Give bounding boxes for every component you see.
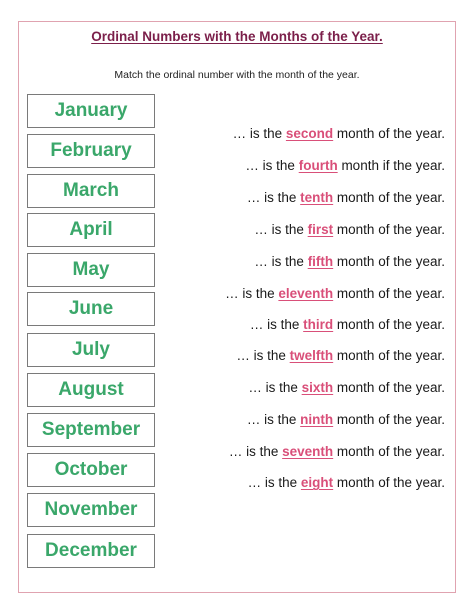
- sentence-suffix: month if the year.: [337, 158, 445, 173]
- ordinal-word: eight: [300, 475, 334, 490]
- sentence-drop-target[interactable]: [254, 254, 445, 270]
- sentence-prefix: … is the: [249, 317, 304, 332]
- ordinal-word: ninth: [300, 412, 334, 427]
- month-card-december[interactable]: December: [27, 534, 155, 568]
- ordinal-word: first: [307, 222, 334, 237]
- sentence-prefix: … is the: [232, 126, 286, 141]
- sentence-suffix: month of the year.: [333, 475, 445, 490]
- month-card-february[interactable]: February: [27, 134, 155, 168]
- sentence-prefix: … is the: [254, 254, 308, 269]
- sentence-prefix: … is the: [246, 412, 301, 427]
- sentence-prefix: … is the: [228, 444, 283, 459]
- sentence-prefix: … is the: [248, 380, 302, 395]
- ordinal-word: fifth: [307, 254, 334, 269]
- ordinal-word: second: [285, 126, 334, 141]
- ordinal-word: seventh: [282, 444, 334, 459]
- sentence-prefix: … is the: [254, 222, 308, 237]
- month-card-august[interactable]: August: [27, 373, 155, 407]
- ordinal-word: third: [303, 317, 334, 332]
- sentence-suffix: month of the year.: [333, 317, 445, 332]
- sentence-prefix: … is the: [246, 190, 301, 205]
- month-card-october[interactable]: October: [27, 453, 155, 487]
- sentence-suffix: month of the year.: [333, 412, 445, 427]
- month-card-september[interactable]: September: [27, 413, 155, 447]
- sentence-drop-target[interactable]: [250, 317, 445, 333]
- sentence-prefix: … is the: [236, 348, 290, 363]
- sentence-drop-target[interactable]: [247, 412, 445, 428]
- month-card-march[interactable]: March: [27, 174, 155, 208]
- worksheet-instruction: Match the ordinal number with the month of the year.: [114, 69, 360, 81]
- month-card-january[interactable]: January: [27, 94, 155, 128]
- ordinal-word: fourth: [298, 158, 338, 173]
- ordinal-word: twelfth: [289, 348, 334, 363]
- sentence-prefix: … is the: [245, 158, 299, 173]
- sentence-suffix: month of the year.: [333, 348, 445, 363]
- worksheet-title: Ordinal Numbers with the Months of the Year.: [91, 29, 383, 44]
- sentence-suffix: month of the year.: [333, 380, 445, 395]
- ordinal-word: sixth: [301, 380, 334, 395]
- ordinal-word: tenth: [300, 190, 334, 205]
- ordinal-word: eleventh: [278, 286, 334, 301]
- sentence-drop-target[interactable]: [248, 475, 445, 491]
- sentence-suffix: month of the year.: [333, 286, 445, 301]
- sentence-drop-target[interactable]: [236, 348, 445, 364]
- month-card-june[interactable]: June: [27, 292, 155, 326]
- month-card-april[interactable]: April: [27, 213, 155, 247]
- sentence-drop-target[interactable]: [247, 190, 445, 206]
- sentence-suffix: month of the year.: [333, 254, 445, 269]
- sentence-drop-target[interactable]: [245, 158, 445, 174]
- month-card-july[interactable]: July: [27, 333, 155, 367]
- sentence-suffix: month of the year.: [333, 444, 445, 459]
- sentence-suffix: month of the year.: [333, 222, 445, 237]
- sentence-prefix: … is the: [225, 286, 279, 301]
- sentence-drop-target[interactable]: [229, 444, 445, 460]
- sentence-drop-target[interactable]: [225, 286, 445, 302]
- sentence-drop-target[interactable]: [248, 380, 445, 396]
- sentence-drop-target[interactable]: [254, 222, 445, 238]
- month-card-november[interactable]: November: [27, 493, 155, 527]
- month-card-may[interactable]: May: [27, 253, 155, 287]
- sentence-suffix: month of the year.: [333, 126, 445, 141]
- sentence-prefix: … is the: [247, 475, 301, 490]
- sentence-suffix: month of the year.: [333, 190, 445, 205]
- sentence-drop-target[interactable]: [233, 126, 445, 142]
